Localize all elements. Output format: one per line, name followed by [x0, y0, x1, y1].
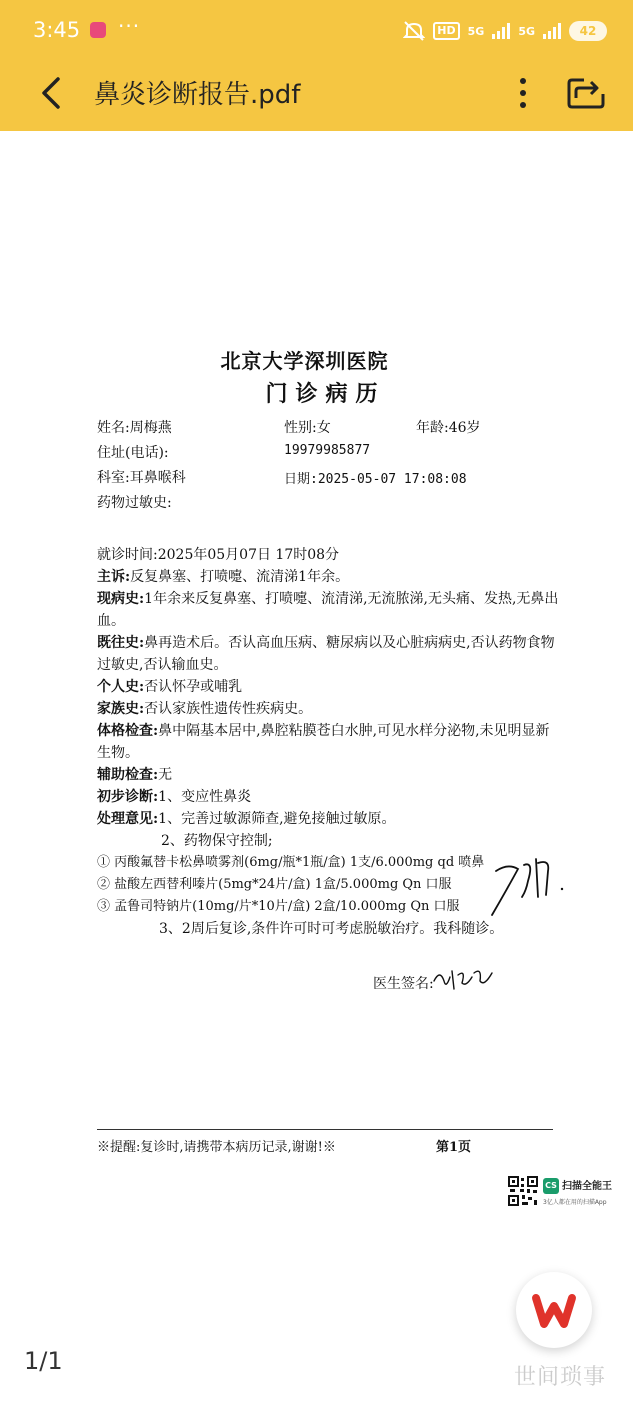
past-label: 既往史: — [97, 635, 145, 651]
visit-date: 日期:2025-05-07 17:08:08 — [284, 472, 467, 487]
handwritten-mark-signature — [488, 851, 570, 921]
patient-gender: 性别:女 — [284, 420, 331, 436]
camscanner-logo-icon: CS — [543, 1178, 559, 1194]
signal-bars-2-icon — [543, 23, 561, 39]
visit-time: 就诊时间:2025年05月07日 17时08分 — [97, 547, 340, 563]
diag-text: 1、变应性鼻炎 — [158, 789, 252, 805]
wps-logo-icon — [516, 1272, 592, 1348]
aux-label: 辅助检查: — [97, 767, 159, 783]
medication-2: ② 盐酸左西替利嗪片(5mg*24片/盒) 1盒/5.000mg Qn 口服 — [97, 877, 452, 892]
doctor-signature — [432, 963, 496, 993]
exam-text: 鼻中隔基本居中,鼻腔粘膜苍白水肿,可见水样分泌物,未见明显新生物。 — [97, 723, 550, 761]
page-indicator: 1/1 — [24, 1347, 63, 1375]
patient-phone: 19979985877 — [284, 443, 371, 458]
personal-label: 个人史: — [97, 679, 145, 695]
network-type-1: 5G — [467, 24, 485, 38]
status-bar — [0, 0, 633, 62]
footer-divider — [97, 1129, 553, 1130]
open-with-icon[interactable] — [566, 76, 606, 110]
department: 科室:耳鼻喉科 — [97, 470, 186, 486]
record-title: 门诊病历 — [265, 381, 386, 407]
treat-label: 处理意见: — [97, 811, 159, 827]
past-history — [97, 632, 562, 676]
battery-indicator: 42 — [569, 21, 607, 41]
treatment-opinion — [97, 808, 562, 830]
medication-1: ① 丙酸氟替卡松鼻喷雾剂(6mg/瓶*1瓶/盒) 1支/6.000mg qd 喷鼻 — [97, 855, 485, 870]
hd-voice-icon: HD — [433, 22, 459, 40]
exam-label: 体格检查: — [97, 723, 159, 739]
allergy-history: 药物过敏史: — [97, 495, 172, 511]
network-type-2: 5G — [518, 24, 535, 38]
top-app-bar — [0, 0, 633, 131]
reminder-text: ※提醒:复诊时,请携带本病历记录,谢谢!※ — [97, 1140, 336, 1155]
family-text: 否认家族性遗传性疾病史。 — [144, 701, 313, 717]
medication-3: ③ 孟鲁司特钠片(10mg/片*10片/盒) 2盒/10.000mg Qn 口服 — [97, 899, 460, 914]
file-title: 鼻炎诊断报告.pdf — [94, 80, 301, 110]
personal-history — [97, 676, 562, 698]
doctor-sign-label: 医生签名: — [373, 976, 434, 992]
present-text: 1年余来反复鼻塞、打喷嚏、流清涕,无流脓涕,无头痛、发热,无鼻出血。 — [97, 591, 559, 629]
hospital-name: 北京大学深圳医院 — [220, 349, 389, 373]
past-text: 鼻再造术后。否认高血压病、糖尿病以及心脏病病史,否认药物食物过敏史,否认输血史。 — [97, 635, 555, 673]
personal-text: 否认怀孕或哺乳 — [144, 679, 243, 695]
physical-exam — [97, 720, 562, 764]
more-notifications-icon: ··· — [118, 14, 141, 38]
signal-bars-1-icon — [492, 23, 510, 39]
back-arrow-icon[interactable] — [36, 75, 66, 111]
status-time: 3:45 — [33, 18, 81, 42]
app-notification-icon — [90, 22, 106, 38]
patient-age: 年龄:46岁 — [416, 420, 481, 436]
family-label: 家族史: — [97, 701, 145, 717]
watermark-text: 世间琐事 — [514, 1365, 607, 1390]
patient-name: 姓名:周梅燕 — [97, 420, 172, 436]
chief-complaint — [97, 566, 562, 588]
mute-vibrate-icon — [403, 21, 425, 41]
qr-code-icon — [508, 1176, 538, 1206]
treat-step-3: 3、2周后复诊,条件许可时可考虑脱敏治疗。我科随诊。 — [159, 921, 504, 937]
wps-app-button[interactable] — [516, 1272, 592, 1348]
diagnosis — [97, 786, 562, 808]
treat-step-1: 1、完善过敏源筛查,避免接触过敏原。 — [158, 811, 396, 827]
treat-step-2: 2、药物保守控制; — [161, 833, 273, 849]
diag-label: 初步诊断: — [97, 789, 159, 805]
scanner-app-name: 扫描全能王 — [562, 1181, 612, 1192]
page-number: 第1页 — [436, 1140, 472, 1155]
scanner-tagline: 3亿人都在用的扫描App — [543, 1199, 607, 1206]
aux-text: 无 — [158, 767, 173, 783]
pdf-page — [0, 131, 633, 1291]
complaint-text: 反复鼻塞、打喷嚏、流清涕1年余。 — [130, 569, 350, 585]
present-label: 现病史: — [97, 591, 145, 607]
present-illness — [97, 588, 562, 632]
auxiliary-exam — [97, 764, 562, 786]
address-label: 住址(电话): — [97, 445, 169, 461]
complaint-label: 主诉: — [97, 569, 131, 585]
more-options-icon[interactable] — [515, 76, 531, 110]
family-history — [97, 698, 562, 720]
status-right-group — [403, 16, 607, 46]
